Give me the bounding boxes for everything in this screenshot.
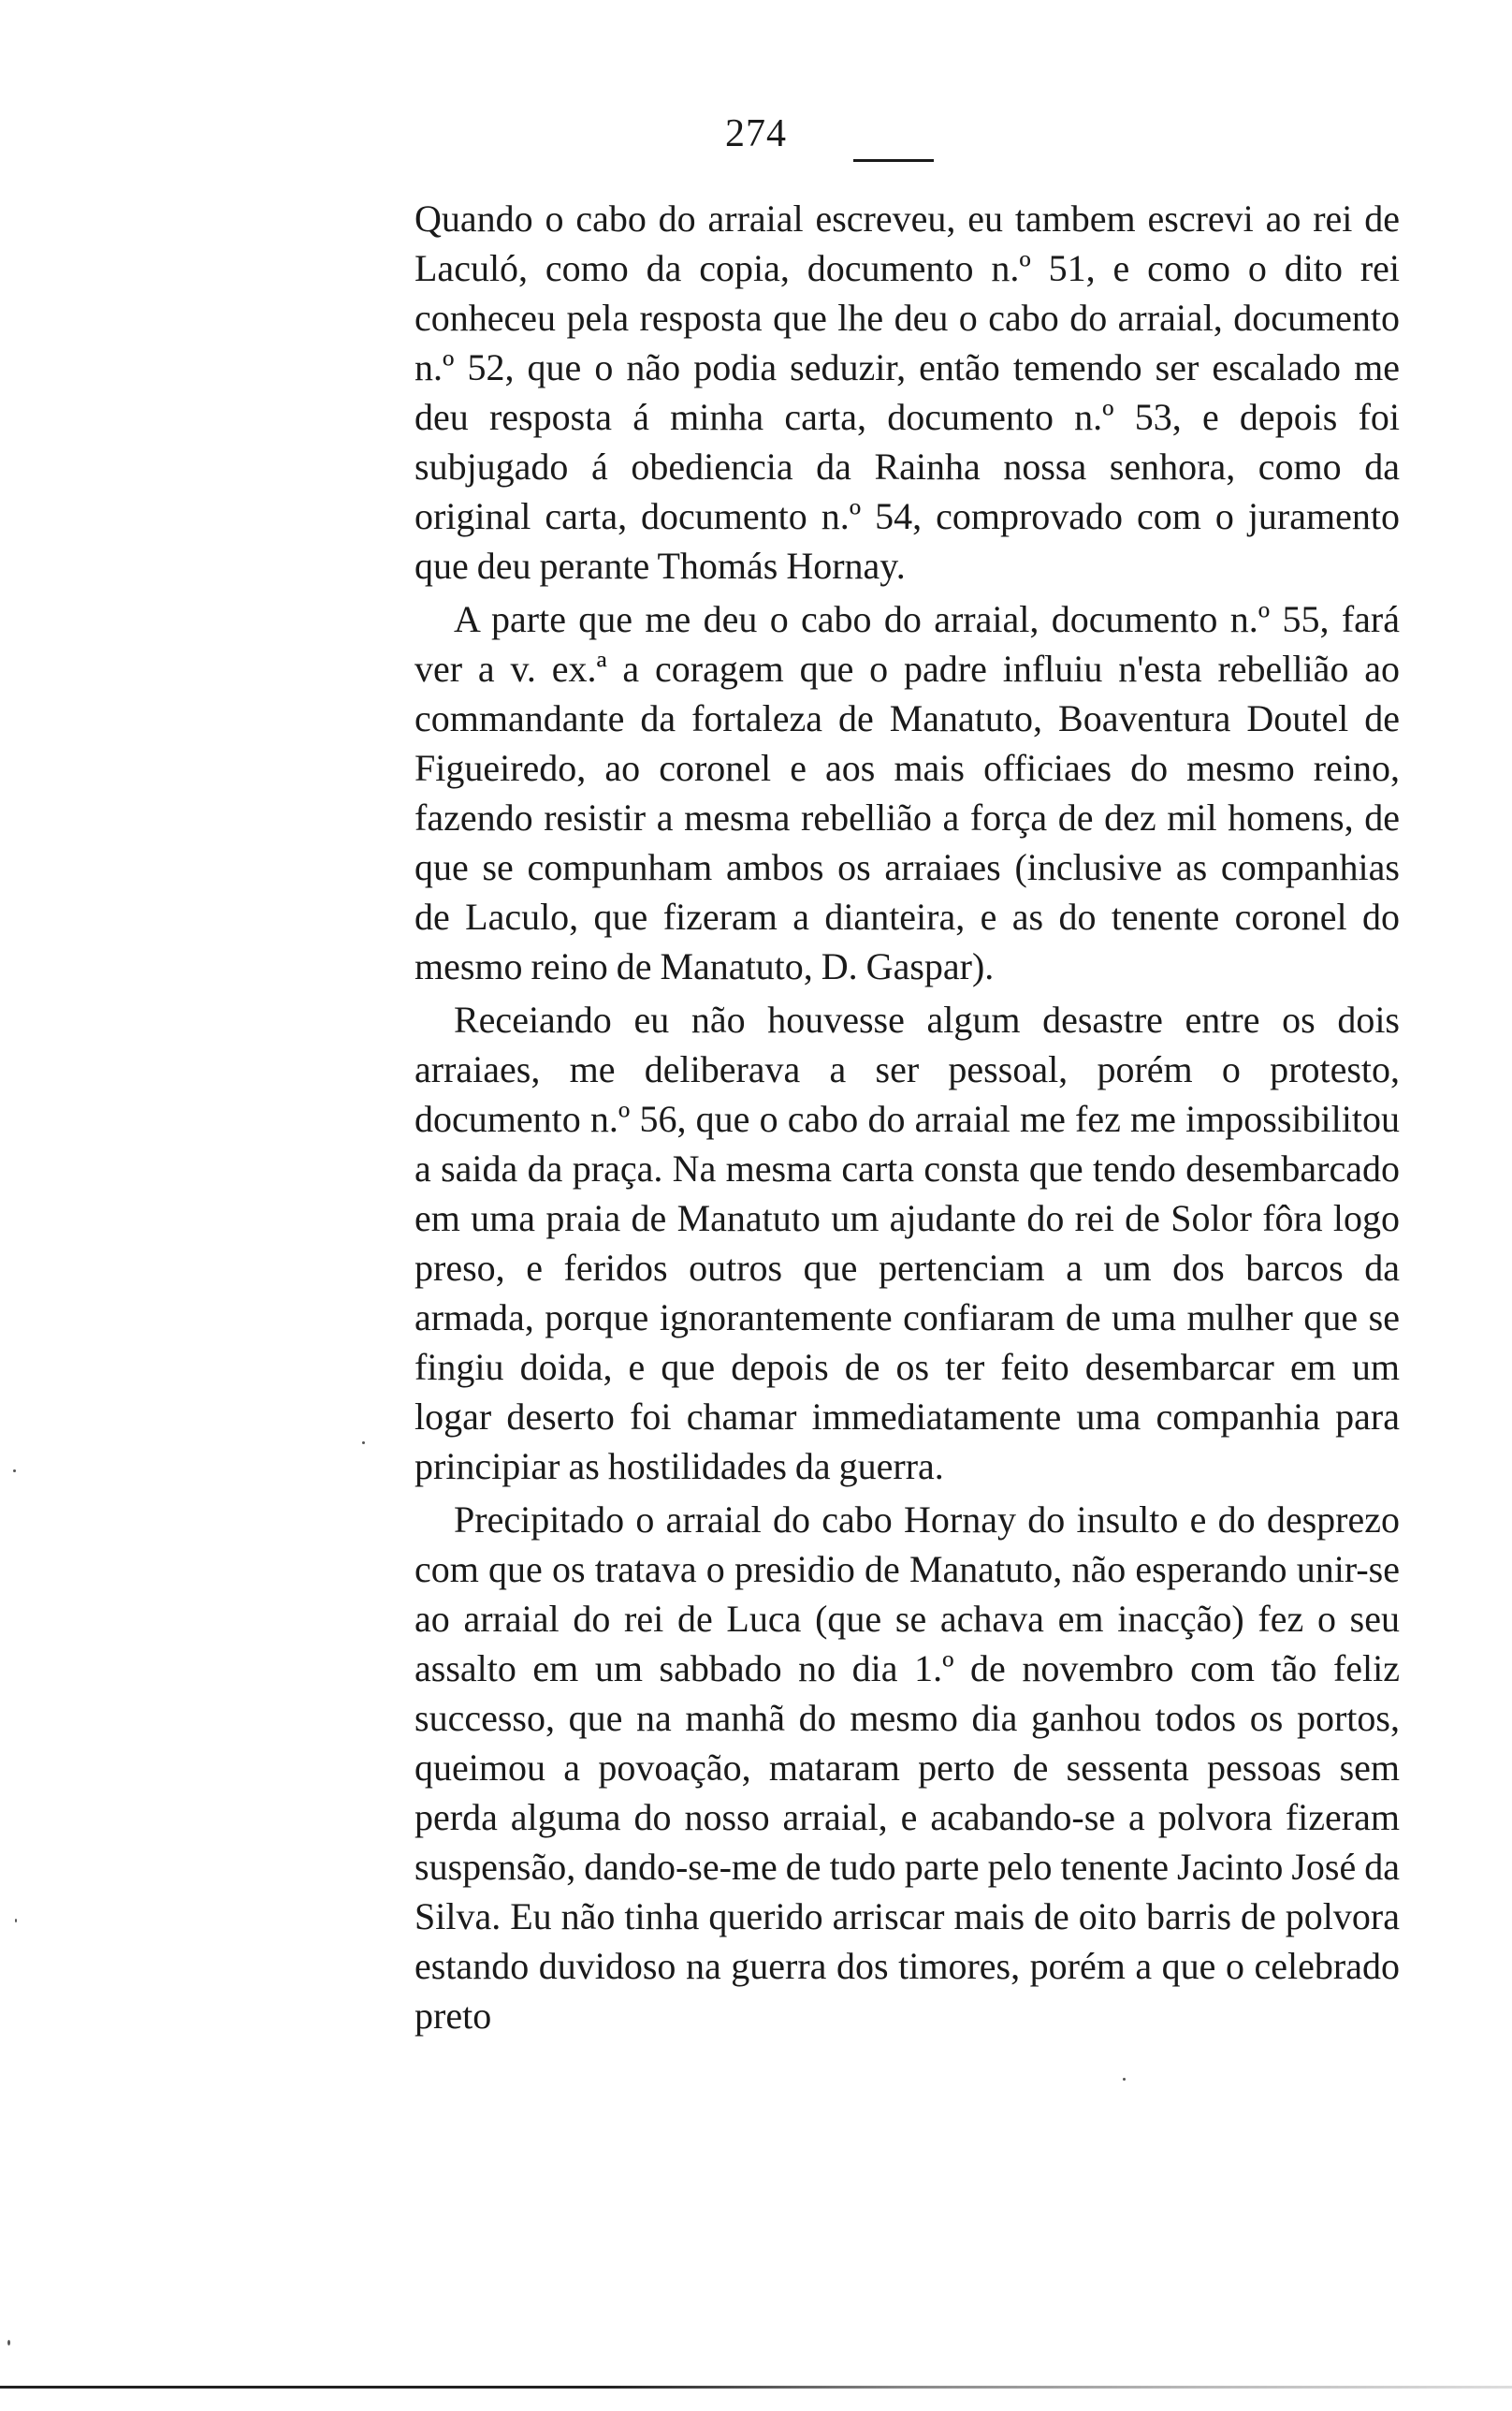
bottom-page-edge	[0, 2386, 1512, 2389]
scan-speck	[15, 1919, 17, 1922]
paragraph-4: Precipitado o arraial do cabo Hornay do insulto e do desprezo com que os tratava o presidio de Manatuto, não esperando unir-se ao arraial do rei de Luca (que se achava em inacção) fez o seu assalto em um sabbado no dia 1.º de novembro com tão feliz successo, que na manhã do mesmo dia ganhou todos os portos, queimou a povoação, mataram perto de sessenta pessoas sem perda alguma do nosso arraial, e acabando-se a polvora fizeram suspensão, dando-se-me de tudo parte pelo tenente Jacinto José da Silva. Eu não tinha querido arriscar mais de oito barris de polvora estando duvidoso na guerra dos timores, porém a que o celebrado preto	[414, 1498, 1400, 2037]
page-number-underline	[853, 159, 934, 162]
scan-speck	[13, 1469, 16, 1472]
scan-speck	[362, 1441, 365, 1444]
paragraph-1: Quando o cabo do arraial escreveu, eu tambem escrevi ao rei de Laculó, como da copia, documento n.º 51, e como o dito rei conheceu pela resposta que lhe deu o cabo do arraial, documento n.º 52, que o não podia seduzir, então temendo ser escalado me deu resposta á minha carta, documento n.º 53, e depois foi subjugado á obediencia da Rainha nossa senhora, como da original carta, documento n.º 54, comprovado com o juramento que deu perante Thomás Hornay.	[414, 197, 1400, 587]
paragraph-2: A parte que me deu o cabo do arraial, documento n.º 55, fará ver a v. ex.ª a coragem que o padre influiu n'esta rebellião ao commandante da fortaleza de Manatuto, Boaventura Doutel de Figueiredo, ao coronel e aos mais officiaes do mesmo reino, fazendo resistir a mesma rebellião a força de dez mil homens, de que se compunham ambos os arraiaes (inclusive as companhias de Laculo, que fizeram a dianteira, e as do tenente coronel do mesmo reino de Manatuto, D. Gaspar).	[414, 598, 1400, 987]
paragraph-3: Receiando eu não houvesse algum desastre entre os dois arraiaes, me deliberava a ser pessoal, porém o protesto, documento n.º 56, que o cabo do arraial me fez me impossibilitou a saida da praça. Na mesma carta consta que tendo desembarcado em uma praia de Manatuto um ajudante do rei de Solor fôra logo preso, e feridos outros que pertenciam a um dos barcos da armada, porque ignorantemente confiaram de uma mulher que se fingiu doida, e que depois de os ter feito desembarcar em um logar deserto foi chamar immediatamente uma companhia para principiar as hostilidades da guerra.	[414, 999, 1400, 1487]
scan-speck	[1123, 2078, 1126, 2081]
scan-speck	[7, 2340, 10, 2345]
page-number: 274	[725, 112, 787, 155]
text-column	[414, 194, 1400, 2044]
